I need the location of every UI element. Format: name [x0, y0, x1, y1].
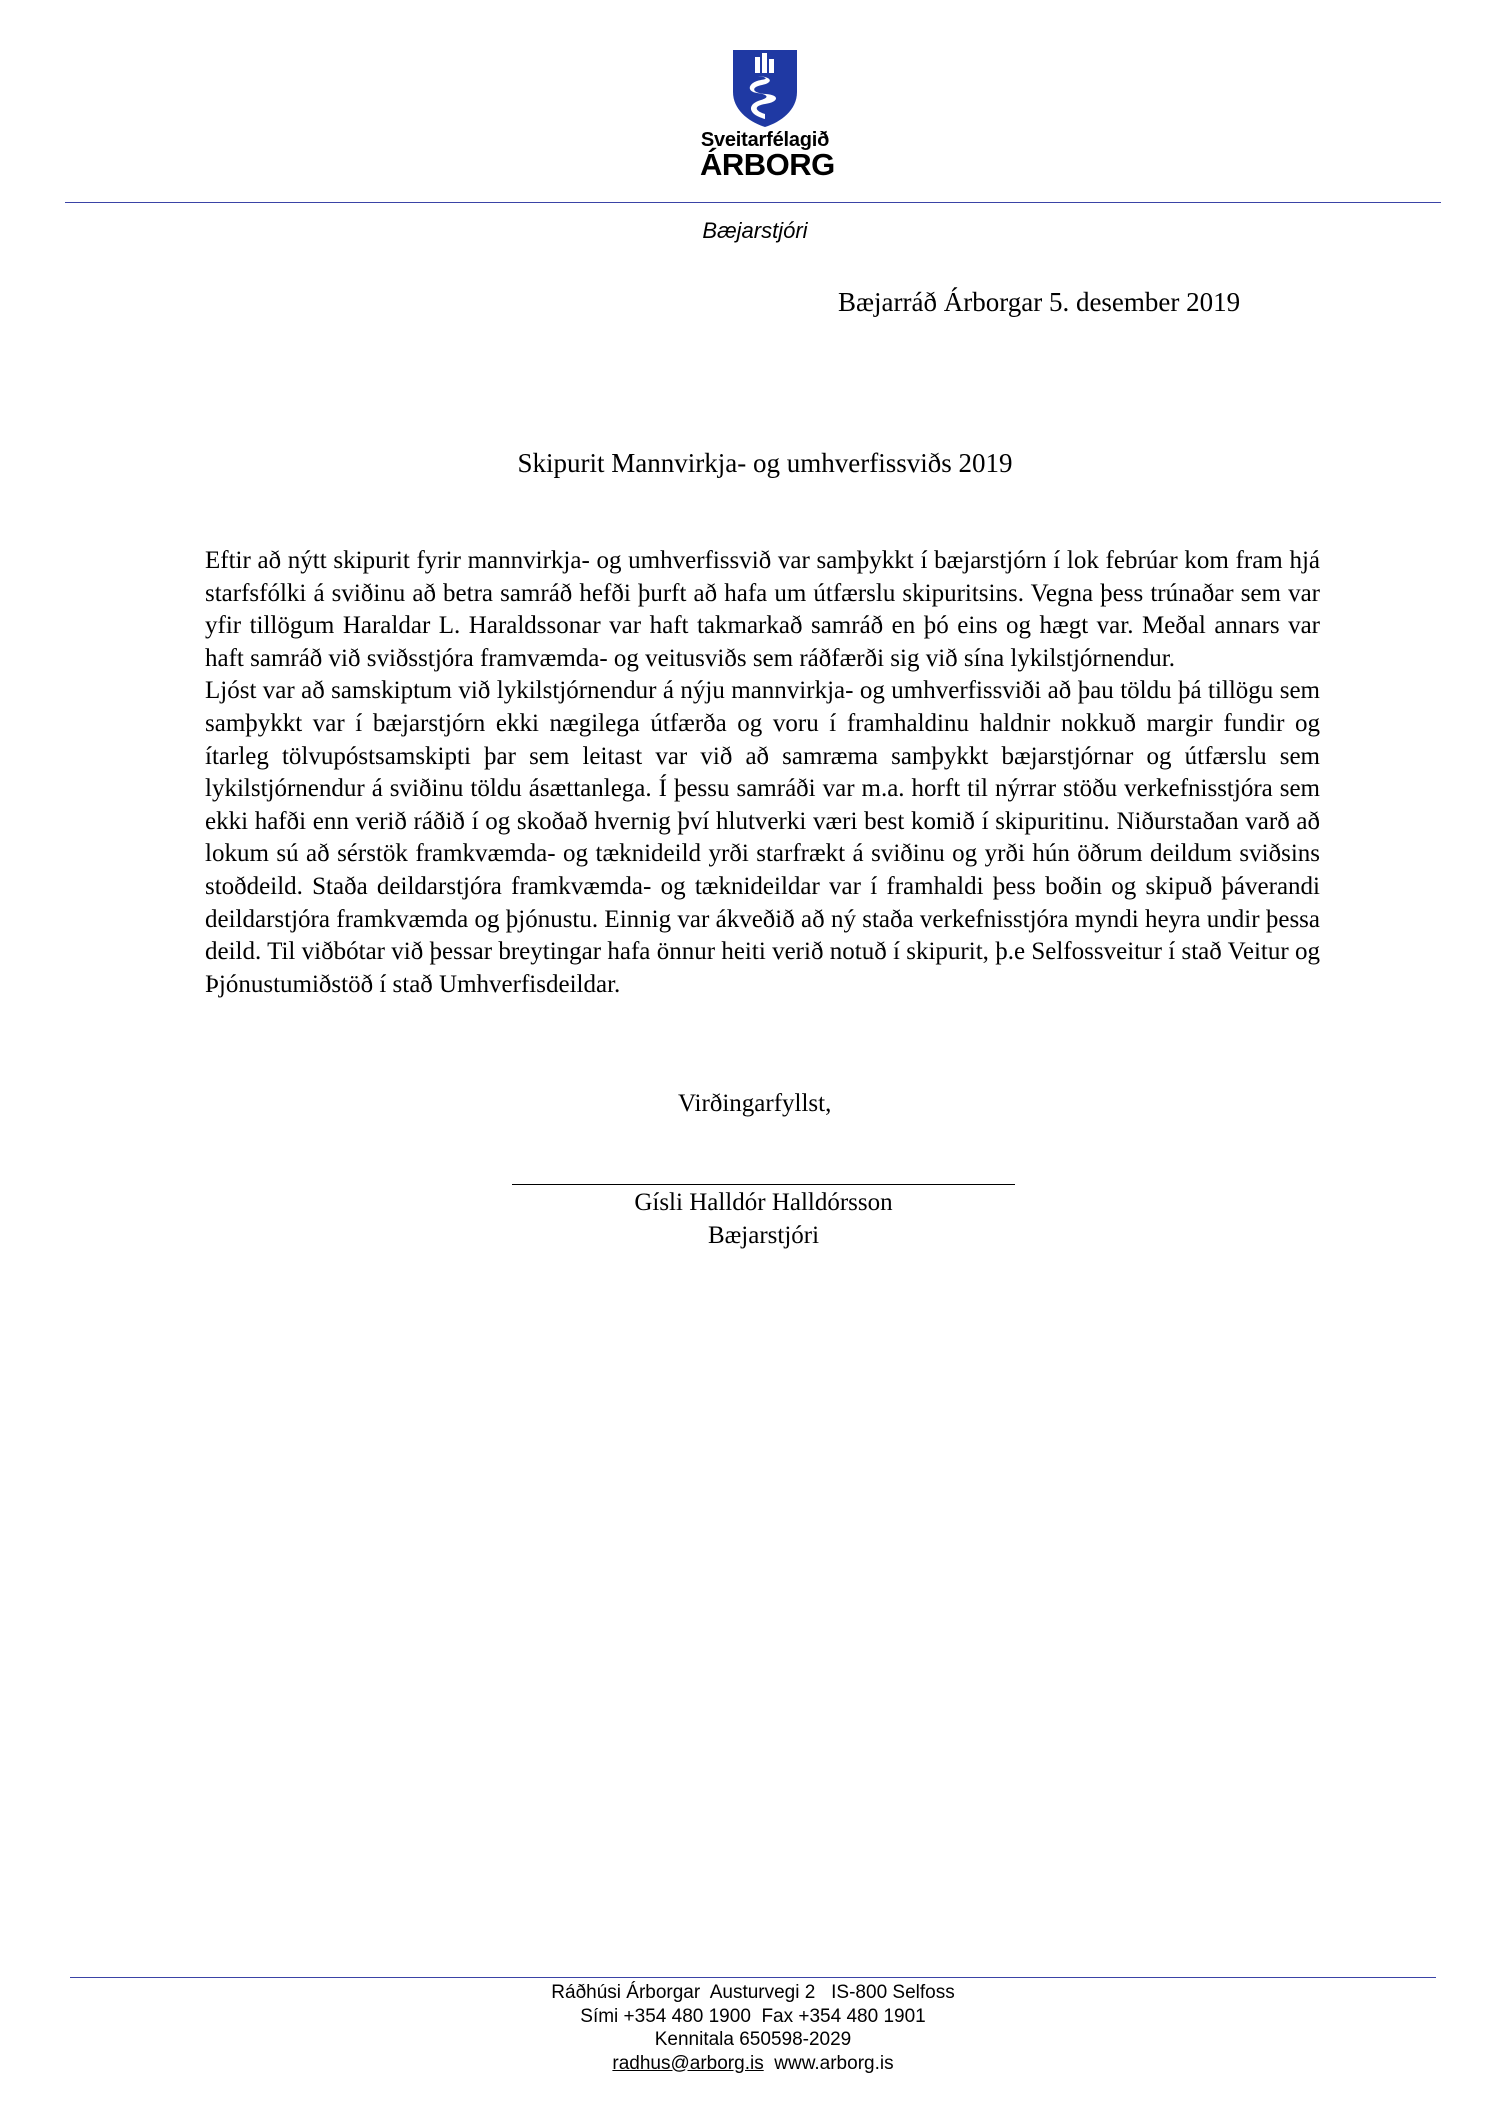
document-title: Skipurit Mannvirkja- og umhverfissviðs 2019 [517, 448, 1013, 478]
body-paragraph-2: Ljóst var að samskiptum við lykilstjórnendur á nýju mannvirkja- og umhverfissviði að þau töldu þá tillögu sem samþykkt var í bæjarstjórn ekki nægilega útfærða og voru í framhaldinu haldnir nokkuð margir fundir og ítarleg tölvupóstsamskipti þar sem leitast var við að samræma samþykkt bæjarstjórnar og útfærslu sem lykilstjórnendur á sviðinu töldu ásættanlega. Í þessu samráði var m.a. horft til nýrrar stöðu verkefnisstjóra sem ekki hafði enn verið ráðið í og skoðað hvernig því hlutverki væri best komið í skipuritinu. Niðurstaðan varð að lokum sú að sérstök framkvæmda- og tæknideild yrði starfrækt á sviðinu og yrði hún öðrum deildum sviðsins stoðdeild. Staða deildarstjóra framkvæmda- og tæknideildar var í framhaldi þess boðin og skipuð þáverandi deildarstjóra framkvæmda og þjónustu. Einnig var ákveðið að ný staða verkefnisstjóra myndi heyra undir þessa deild. Til viðbótar við þessar breytingar hafa önnur heiti verið notuð í skipurit, þ.e Selfossveitur í stað Veitur og Þjónustumiðstöð í stað Umhverfisdeildar. [205, 677, 1320, 998]
logo-line2: ÁRBORG [700, 147, 835, 182]
signer-name: Gísli Halldór Halldórsson [634, 1189, 893, 1216]
footer-address: Ráðhúsi Árborgar Austurvegi 2 IS-800 Selfoss [551, 1982, 955, 2003]
website-link[interactable]: www.arborg.is [774, 2052, 894, 2074]
logo-line1: Sveitarfélagið [700, 129, 830, 151]
header-rule [65, 202, 1441, 203]
letter-body [205, 545, 1320, 1001]
body-paragraph-1: Eftir að nýtt skipurit fyrir mannvirkja- og umhverfissvið var samþykkt í bæjarstjórn í lok febrúar kom fram hjá starfsfólki á sviðinu að betra samráð hefði þurft að hafa um útfærslu skipuritsins. Vegna þess trúnaðar sem var yfir tillögum Haraldar L. Haraldssonar var haft takmarkað samráð en þó eins og hægt var. Meðal annars var haft samráð við sviðsstjóra framvæmda- og veitusviðs sem ráðfærði sig við sína lykilstjórnendur. [205, 547, 1320, 672]
dateline: Bæjarráð Árborgar 5. desember 2019 [838, 287, 1241, 317]
footer-phone: Sími +354 480 1900 Fax +354 480 1901 [580, 2005, 926, 2027]
signature-block [0, 1186, 1500, 1252]
footer-kennitala: Kennitala 650598-2029 [654, 2029, 852, 2050]
footer-contact [0, 2052, 1500, 2076]
logo [700, 48, 835, 198]
department-label: Bæjarstjóri [702, 218, 808, 243]
footer-rule [70, 1977, 1436, 1978]
signer-role: Bæjarstjóri [707, 1222, 820, 1249]
footer [0, 1981, 1500, 2075]
closing: Virðingarfyllst, [678, 1090, 832, 1117]
email-link[interactable]: radhus@arborg.is [612, 2052, 764, 2074]
signature-line [512, 1184, 1015, 1185]
arborg-coat-of-arms-icon [731, 48, 799, 128]
